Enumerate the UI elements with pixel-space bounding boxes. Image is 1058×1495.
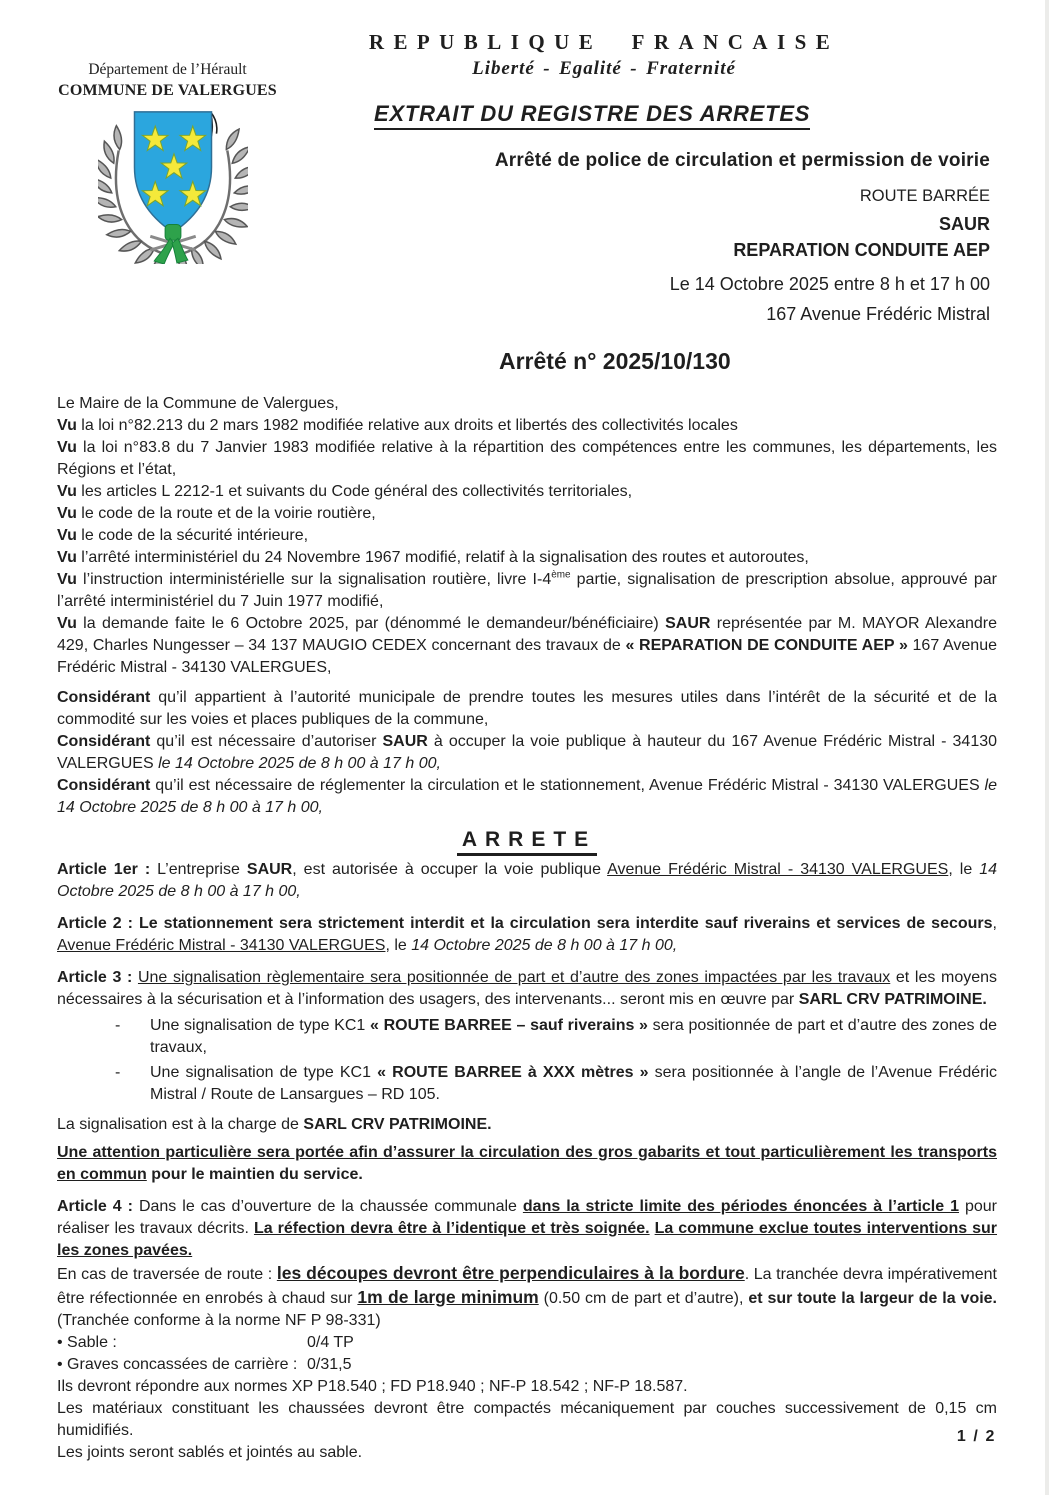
material-label: • Graves concassées de carrière : <box>57 1356 298 1373</box>
paragraph: Considérant qu’il est nécessaire d’autoriser SAUR à occuper la voie publique à hauteur du 167 Avenue Frédéric Mistral - 34130 VALERGUES le 14 Octobre 2025 de 8 h 00 à 17 h 00, <box>57 733 998 772</box>
paragraph: Vu le code de la route et de la voirie routière, <box>57 505 376 522</box>
paragraph: Vu la loi n°83.8 du 7 Janvier 1983 modifiée relative à la répartition des compétences entre les communes, les départements, les Régions et l’état, <box>57 439 997 478</box>
paragraph: Les joints seront sablés et jointés au sable. <box>57 1444 363 1461</box>
paragraph: Considérant qu’il appartient à l’autorité municipale de prendre toutes les mesures utiles dans l’intérêt de la sécurité et de la commodité sur les voies et places publiques de la commune, <box>57 689 997 728</box>
work-line: REPARATION CONDUITE AEP <box>733 240 990 260</box>
list-item-text: Une signalisation de type KC1 « ROUTE BARREE – sauf riverains » sera positionnée de part et d’autre des zones de travaux, <box>150 1017 997 1056</box>
article-2: Article 2 : Le stationnement sera strictement interdit et la circulation sera interdite sauf riverains et services de secours, Avenue Frédéric Mistral - 34130 VALERGUES, le 14 Octobre 2025 de 8 h 00 à 17 h 00, <box>57 915 997 954</box>
ribbon-icon <box>154 225 188 265</box>
paragraph: Vu la loi n°82.213 du 2 mars 1982 modifiée relative aux droits et libertés des collectivités locales <box>57 417 738 434</box>
material-row <box>57 1332 997 1354</box>
paragraph: Vu la demande faite le 6 Octobre 2025, par (dénommé le demandeur/bénéficiaire) SAUR représentée par M. MAYOR Alexandre 429, Charles Nungesser – 34 137 MAUGIO CEDEX concernant des travaux de « REPARATION DE CONDUITE AEP » 167 Avenue Frédéric Mistral - 34130 VALERGUES, <box>57 615 997 676</box>
intro-line: Le Maire de la Commune de Valergues, <box>57 395 339 412</box>
document-body <box>57 393 997 1464</box>
paragraph: Les matériaux constituant les chaussées devront être compactés mécaniquement par couches successivement de 0,15 cm humidifiés. <box>57 1400 997 1439</box>
dash-bullet: - <box>115 1017 121 1034</box>
list-item <box>57 1015 997 1059</box>
registry-title: EXTRAIT DU REGISTRE DES ARRETES <box>374 101 810 127</box>
paragraph: Vu les articles L 2212-1 et suivants du Code général des collectivités territoriales, <box>57 483 633 500</box>
recitals <box>57 415 997 679</box>
republic-title: REPUBLIQUE FRANCAISE <box>368 30 840 54</box>
dash-bullet: - <box>115 1064 121 1081</box>
list-item <box>57 1062 997 1106</box>
paragraph: Considérant qu’il est nécessaire de réglementer la circulation et le stationnement, Avenue Frédéric Mistral - 34130 VALERGUES le 14 Octobre 2025 de 8 h 00 à 17 h 00, <box>57 777 997 816</box>
paragraph: Ils devront répondre aux normes XP P18.540 ; FD P18.940 ; NF-P 18.542 ; NF-P 18.587. <box>57 1378 688 1395</box>
paragraph: Vu l’instruction interministérielle sur la signalisation routière, livre I-4ème partie, signalisation de prescription absolue, approuvé par l’arrêté interministériel du 7 Juin 1977 modifié, <box>57 569 997 610</box>
article-4-crossing: En cas de traversée de route : les découpes devront être perpendiculaires à la bordure. La tranchée devra impérativement être réfectionnée en enrobés à chaud sur 1m de large minimum (0.50 cm de part et d’autre), et sur toute la largeur de la voie. (Tranchée conforme à la norme NF P 98-331) <box>57 1263 998 1329</box>
address-line: 167 Avenue Frédéric Mistral <box>766 304 990 324</box>
date-line: Le 14 Octobre 2025 entre 8 h et 17 h 00 <box>669 274 990 294</box>
article-4: Article 4 : Dans le cas d’ouverture de la chaussée communale dans la stricte limite des périodes énoncées à l’article 1 pour réaliser les travaux décrits. La réfection devra être à l’identique et très soignée. La commune exclue toutes interventions sur les zones pavées. <box>57 1198 998 1259</box>
article-1: Article 1er : L’entreprise SAUR, est autorisée à occuper la voie publique Avenue Frédéric Mistral - 34130 VALERGUES, le 14 Octobre 2025 de 8 h 00 à 17 h 00, <box>57 861 998 900</box>
shield-icon <box>134 112 211 232</box>
closing-lines <box>57 1376 997 1464</box>
scan-artifact <box>1045 0 1049 1495</box>
materials-list <box>57 1332 997 1376</box>
commune-name: COMMUNE DE VALERGUES <box>58 82 277 99</box>
coat-of-arms <box>98 106 248 264</box>
signalisation-charge: La signalisation est à la charge de SARL CRV PATRIMOINE. <box>57 1116 492 1133</box>
commune-block <box>40 61 295 100</box>
material-value: 0/31,5 <box>307 1356 352 1373</box>
motto: Liberté - Egalité - Fraternité <box>472 58 736 79</box>
arrete-heading: ARRETE <box>57 829 997 851</box>
company-line: SAUR <box>938 214 990 234</box>
attention-note: Une attention particulière sera portée afin d’assurer la circulation des gros gabarits et tout particulièrement les transports en commun pour le maintien du service. <box>57 1144 997 1183</box>
department-name: Département de l’Hérault <box>88 61 247 78</box>
paragraph: Vu le code de la sécurité intérieure, <box>57 527 309 544</box>
page-number: 1 / 2 <box>956 1428 996 1445</box>
material-value: 0/4 TP <box>307 1334 354 1351</box>
article-3: Article 3 : Une signalisation règlementaire sera positionnée de part et d’autre des zones impactées par les travaux et les moyens nécessaires à la sécurisation et à l’information des usagers, des intervenants... seront mis en œuvre par SARL CRV PATRIMOINE. <box>57 969 998 1008</box>
list-item-text: Une signalisation de type KC1 « ROUTE BARREE à XXX mètres » sera positionnée à l’angle de l’Avenue Frédéric Mistral / Route de Lansargues – RD 105. <box>150 1064 998 1103</box>
title-block <box>495 150 990 325</box>
considerants <box>57 687 997 819</box>
material-row <box>57 1354 997 1376</box>
coat-of-arms-svg <box>98 106 248 264</box>
decree-subject: Arrêté de police de circulation et permission de voirie <box>494 150 990 171</box>
material-label: • Sable : <box>57 1334 117 1351</box>
paragraph: Vu l’arrêté interministériel du 24 Novembre 1967 modifié, relatif à la signalisation des routes et autoroutes, <box>57 549 809 566</box>
decree-number: Arrêté n° 2025/10/130 <box>499 348 731 374</box>
road-closed-line: ROUTE BARRÉE <box>859 187 990 205</box>
article-3-items <box>57 1015 997 1106</box>
